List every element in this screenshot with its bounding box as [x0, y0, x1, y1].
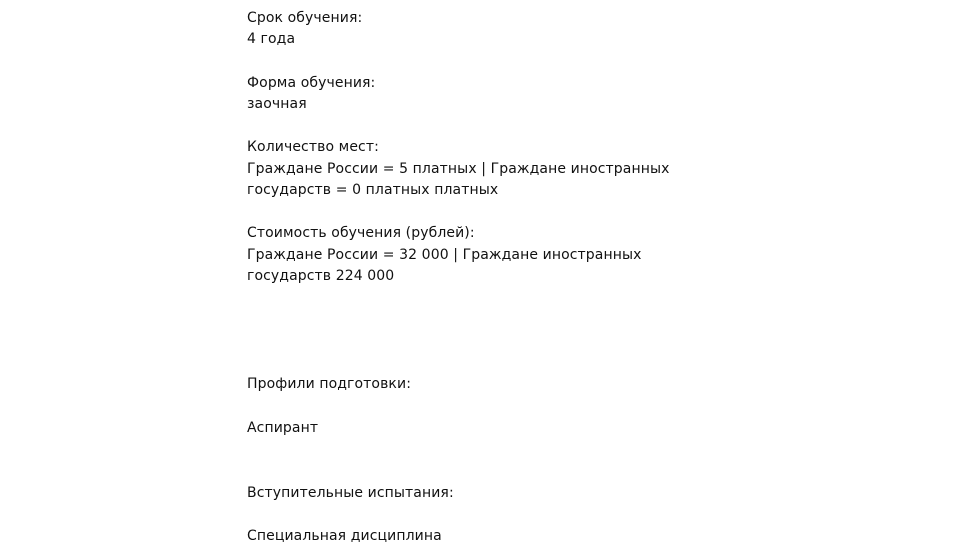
places-line-2: государств = 0 платных платных — [247, 182, 499, 198]
cost-label: Стоимость обучения (рублей): — [247, 225, 475, 241]
cost-line-2: государств 224 000 — [247, 268, 395, 284]
cost-line-1: Граждане России = 32 000 | Граждане иностранных — [247, 247, 642, 263]
duration-value: 4 года — [247, 31, 296, 47]
places-line-1: Граждане России = 5 платных | Граждане иностранных — [247, 161, 670, 177]
profiles-label: Профили подготовки: — [247, 376, 412, 392]
profile-value: Аспирант — [247, 420, 319, 436]
form-label: Форма обучения: — [247, 75, 376, 91]
form-value: заочная — [247, 96, 307, 112]
exam-value: Специальная дисциплина — [247, 528, 442, 544]
duration-label: Срок обучения: — [247, 10, 363, 26]
exams-label: Вступительные испытания: — [247, 485, 454, 501]
places-label: Количество мест: — [247, 139, 379, 155]
